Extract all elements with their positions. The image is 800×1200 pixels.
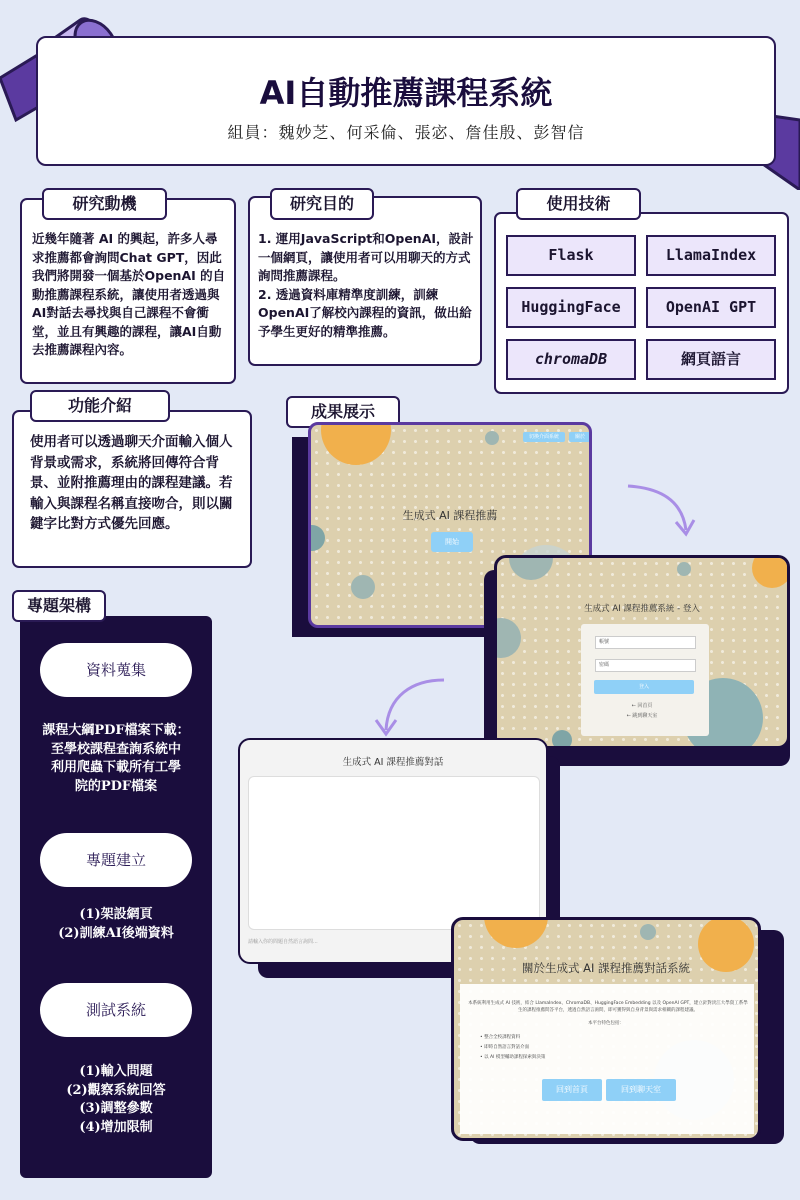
about-screenshot [451,917,761,1141]
chat-message-area [248,776,540,930]
step-build: 專題建立 [40,833,192,887]
login-link-chat[interactable]: ← 跳到聊天室 [626,713,658,719]
features-heading: 功能介紹 [30,390,170,422]
home-title: 生成式 AI 課程推薦 [402,509,498,522]
motivation-text: 近幾年隨著 AI 的興起，許多人尋求推薦都會詢問Chat GPT，因此我們將開發一個基於OpenAI 的自動推薦課程系統，讓使用者透過與AI對話去尋找與自己課程不會衝堂，並且有興趣的課程，讓AI自動去推薦課程內容。 [32,231,226,357]
step-testing-detail: (1)輸入問題 (2)觀察系統回答 (3)調整參數 (4)增加限制 [66,1064,166,1135]
login-account-field[interactable]: 帳號 [595,636,696,649]
header-card [36,36,776,166]
architecture-heading: 專題架構 [12,590,106,622]
about-bullet-3: • 以 AI 模型輔助課程探索與決策 [480,1055,546,1060]
login-submit-button[interactable]: 登入 [594,680,694,694]
chat-title: 生成式 AI 課程推薦對話 [342,757,444,768]
results-heading: 成果展示 [286,396,400,428]
step-testing: 測試系統 [40,983,192,1037]
tech-flask: Flask [506,235,636,276]
step-data-collection: 資料蒐集 [40,643,192,697]
tech-llamaindex: LlamaIndex [646,235,776,276]
about-home-button[interactable]: 回到首頁 [542,1079,602,1101]
purpose-card [248,196,482,366]
login-password-field[interactable]: 密碼 [595,659,696,672]
tech-openai-gpt: OpenAI GPT [646,287,776,328]
arrow-down-right-icon [620,478,700,542]
about-features-title: 本平台特色包括： [588,1021,624,1026]
members-line: 組員：魏妙芝、何采倫、張宓、詹佳殷、彭智信 [227,123,585,142]
home-top-button-1[interactable]: 切換介面系統 [523,432,565,442]
home-start-button[interactable]: 開始 [431,532,473,552]
about-bullet-1: • 整合全校課程資料 [480,1035,521,1040]
tech-chromadb: chromaDB [506,339,636,380]
purpose-heading: 研究目的 [270,188,374,220]
about-chat-button[interactable]: 回到聊天室 [606,1079,676,1101]
login-title: 生成式 AI 課程推薦系統 - 登入 [584,604,700,614]
login-link-home[interactable]: ← 回首頁 [631,703,653,709]
chat-input[interactable]: 請輸入你的問題自然語言詢問... [248,939,318,945]
tech-huggingface: HuggingFace [506,287,636,328]
about-title: 關於生成式 AI 課程推薦對話系統 [521,961,691,975]
arrow-down-left-icon [368,672,452,742]
motivation-heading: 研究動機 [42,188,167,220]
features-card [12,410,252,568]
step-data-collection-detail: 課程大綱PDF檔案下載： 至學校課程查詢系統中 利用爬蟲下載所有工學 院的PDF檔案 [42,723,190,794]
tech-heading: 使用技術 [516,188,641,220]
about-description: 本系統利用生成式 AI 技術，結合 LlamaIndex、ChromaDB、HuggingFace Embedding 以及 OpenAI GPT，建立針對淡江大學資工系學生的課程推薦問答平台，透過自然語言詢問，即可獲得與自身背景與需求相關的課程建議。 [468,1001,748,1013]
motivation-card [20,198,236,384]
about-bullet-2: • 即時自然語言對話介面 [480,1045,530,1050]
tech-web-language: 網頁語言 [646,339,776,380]
home-top-button-2[interactable]: 關於 [569,432,591,442]
page-title: AI自動推薦課程系統 [259,74,553,112]
features-text: 使用者可以透過聊天介面輸入個人背景或需求，系統將回傳符合背景、並附推薦理由的課程建議。若輸入與課程名稱直接吻合，則以關鍵字比對方式優先回應。 [30,434,233,532]
purpose-text: 1. 運用JavaScript和OpenAI，設計一個網頁，讓使用者可以用聊天的方式詢問推薦課程。 2. 透過資料庫精準度訓練，訓練OpenAI了解校內課程的資訊，做出給予學生更好的精準推薦。 [258,231,474,339]
login-screenshot [494,555,790,749]
step-build-detail: (1)架設網頁 (2)訓練AI後端資料 [58,907,174,941]
